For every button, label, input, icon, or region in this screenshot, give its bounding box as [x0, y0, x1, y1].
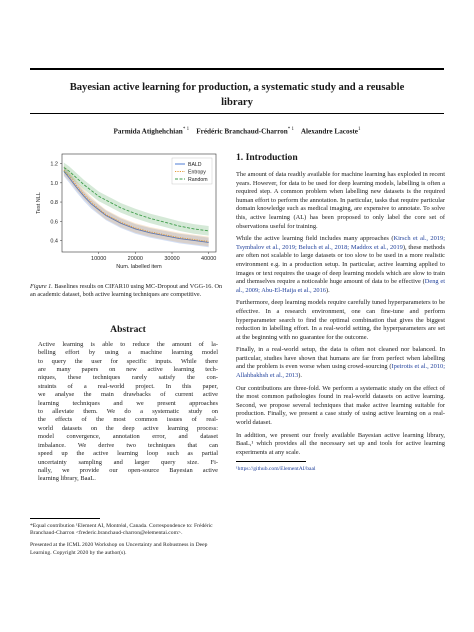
title-line-2: library	[221, 97, 253, 108]
y-tick-label: 0.6	[50, 219, 58, 226]
x-tick-label: 30000	[164, 256, 180, 262]
author-name: Alexandre Lacoste	[300, 127, 358, 136]
x-axis-label: Num. labelled item	[116, 264, 162, 270]
abstract-line: niques, these techniques rarely satisfy the con-	[38, 374, 218, 382]
figure-caption	[30, 283, 226, 300]
citation-link[interactable]: Ipeirotis et al., 2010; Allahbakhsh et al., 2013	[236, 363, 445, 380]
abstract-line: Active learning is able to reduce the amount of la-	[38, 340, 218, 348]
left-footnotes	[30, 518, 226, 562]
footnote-venue: Presented at the ICML 2020 Workshop on Uncertainty and Robustness in Deep Learning. Copyright 2020 by the author(s).	[30, 542, 208, 556]
y-tick-label: 0.4	[50, 238, 58, 245]
left-column	[30, 148, 226, 484]
legend-label: BALD	[188, 162, 202, 168]
author-mark: 1	[357, 127, 361, 132]
title-line-1: Bayesian active learning for production, a systematic study and a reusable	[69, 82, 405, 93]
y-axis-label: Test NLL	[36, 192, 42, 214]
intro-paragraph: Finally, in a real-world setup, the data is often not cleaned nor balanced. In particular, studies have shown that humans are far from perfect when labelling and the problem is even worse when using crowd-sourcing (Ipeirotis et al., 2010; Allahbakhsh et al., 2013).	[236, 346, 445, 380]
author-mark: * 1	[182, 127, 190, 132]
abstract-line: nally, we provide our open-source Bayesian active	[38, 466, 218, 474]
footnote-rule	[236, 461, 306, 462]
abstract-line: world datasets on the deep active learning process:	[38, 424, 218, 432]
x-tick-label: 40000	[201, 256, 217, 262]
abstract-line: the effects of the most common issues of real-	[38, 416, 218, 424]
right-column	[236, 152, 445, 478]
author-list	[30, 127, 444, 135]
intro-paragraph: The amount of data readily available for machine learning has exploded in recent years. However, for data to be used for deep learning models, labelling is often a required step. A common problem when labelling new datasets is the required human effort to perform the annotation. In particular, tasks that require particular domain knowledge such as medical imaging, are expensive to annotate. To solve this, active learning (AL) has been proposed to only label the core set of observations useful for training.	[236, 171, 445, 230]
citation-link[interactable]: Deng et al., 2009; Abu-El-Haija et al., 2016	[236, 278, 445, 294]
abstract-line: speed up the active learning loop such as partial	[38, 450, 218, 458]
title-top-rule	[30, 68, 444, 70]
nll-line-chart	[30, 148, 226, 270]
abstract-line: learning library, BaaL.	[38, 475, 96, 483]
abstract-line: imbalance. We derive two techniques that can	[38, 441, 218, 449]
author-name: Frédéric Branchaud-Charron	[196, 127, 288, 136]
abstract-line: are many papers on new active learning tech-	[38, 366, 218, 374]
intro-paragraph: In addition, we present our freely available Bayesian active learning library, BaaL,¹ which provides all the necessary set up and tools for active learning experiments at any scale.	[236, 431, 445, 456]
intro-paragraph: While the active learning field includes many approaches (Kirsch et al., 2019; Tsymbalov et al., 2019; Beluch et al., 2018; Maddox et al., 2019), these methods are often not scalable to large datasets or too slow to be used in a more realistic environment e.g. in a production setup. In particular, active learning applied to images or text requires the usage of deep learning models which are slow to train and themselves require a noticeable huge amount of data to be effective (Deng et al., 2009; Abu-El-Haija et al., 2016).	[236, 235, 445, 294]
title-bottom-rule	[30, 113, 444, 114]
figure-caption-text: Baselines results on CIFAR10 using MC-Dropout and VGG-16. On an academic dataset, both active learning techniques are competitive.	[30, 283, 223, 299]
abstract-line: to alleviate them. We do a systematic study on	[38, 408, 218, 416]
citation-link[interactable]: Kirsch et al., 2019; Tsymbalov et al., 2019; Beluch et al., 2018; Maddox et al., 2019	[236, 235, 445, 251]
abstract-line: uncertainty sampling and larger query size. Fi-	[38, 458, 218, 466]
abstract-body	[30, 341, 226, 484]
legend-label: Random	[188, 177, 208, 183]
abstract-line: we analyse the main drawbacks of current active	[38, 391, 218, 399]
author-mark: * 1	[287, 127, 295, 132]
footnote-rule	[30, 518, 100, 519]
x-tick-label: 20000	[127, 256, 143, 262]
intro-paragraph: Our contributions are three-fold. We perform a systematic study on the effect of the most common pathologies found in real-world datasets on active learning. Second, we propose several techniques that make active learning suitable for production. Finally, we present a case study of using active learning on a real-world dataset.	[236, 384, 445, 427]
figure-caption-label: Figure 1.	[30, 283, 53, 290]
x-tick-label: 10000	[91, 256, 107, 262]
footnote-url[interactable]: ¹https://github.com/ElementAI/baal	[236, 466, 316, 472]
y-tick-label: 1.0	[50, 180, 58, 187]
intro-paragraph: Furthermore, deep learning models require carefully tuned hyperparameters to be effective. In a research environment, one can fine-tune and perform hyperparameter search to find the optimal combination that gives the biggest reduction in labelling effort. In a real-world setting, the hyperparameters are set at the beginning with no guarantee for the outcome.	[236, 299, 445, 341]
footnote-affiliations: *Equal contribution ¹Element AI, Montréal, Canada. Correspondence to: Frédéric Branchaud-Charron <frederic.branchaud-charron@elementai.com>.	[30, 522, 213, 536]
abstract-line: model convergence, annotation error, and dataset	[38, 433, 218, 441]
abstract-heading: Abstract	[110, 323, 146, 335]
section-heading-introduction: 1. Introduction	[236, 152, 298, 163]
legend-label: Entropy	[188, 169, 206, 176]
abstract-line: belling effort by using a machine learning model	[38, 349, 218, 357]
y-tick-label: 1.2	[50, 161, 58, 168]
author-name: Parmida Atighehchian	[113, 127, 183, 136]
abstract-line: straints of a real-world project. In this paper,	[38, 382, 218, 390]
abstract-line: learning techniques and we present approaches	[38, 399, 218, 407]
y-tick-label: 0.8	[50, 200, 58, 207]
abstract-line: to query the user for specific inputs. While there	[38, 357, 218, 365]
paper-title	[40, 80, 434, 110]
